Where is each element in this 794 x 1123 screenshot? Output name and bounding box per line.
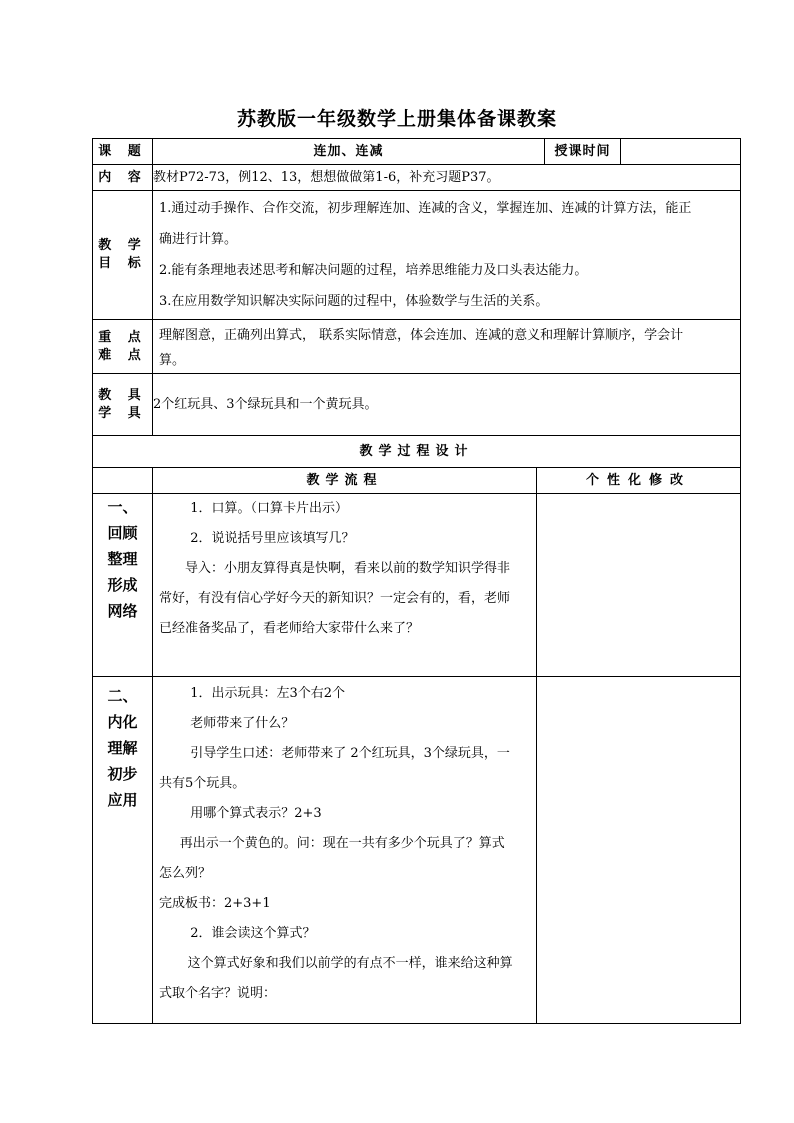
objectives-label <box>93 191 153 320</box>
flow-line: 完成板书：2+3+1 <box>159 896 271 911</box>
key-points-label-line: 难 点 <box>98 347 147 363</box>
key-points-line: 理解图意，正确列出算式， 联系实际情意，体会连加、连减的意义和理解计算顺序，学会计 <box>159 327 684 343</box>
section-label-line: 应用 <box>107 791 138 809</box>
flow-header: 教学流程 <box>153 468 537 494</box>
topic-label: 课 题 <box>93 139 153 165</box>
flow-line: 2．谁会读这个算式？ <box>190 926 316 941</box>
objective-line: 3.在应用数学知识解决实际问题的过程中，体验数学与生活的关系。 <box>159 294 549 309</box>
tools-value: 2个红玩具、3个绿玩具和一个黄玩具。 <box>153 374 741 436</box>
flow-line: 已经准备奖品了，看老师给大家带什么来了？ <box>159 621 420 636</box>
tools-row <box>93 374 741 436</box>
lesson-plan-table <box>92 138 741 1024</box>
section-row <box>93 677 741 1024</box>
section-label-line: 理解 <box>107 739 138 757</box>
content-label: 内 容 <box>93 165 153 191</box>
objective-line: 1.通过动手操作、合作交流，初步理解连加、连减的含义，掌握连加、连减的计算方法，能正 <box>159 201 692 216</box>
key-points-label <box>93 320 153 374</box>
flow-line: 老师带来了什么？ <box>190 716 295 731</box>
objective-line: 确进行计算。 <box>159 232 238 247</box>
section-row <box>93 494 741 677</box>
section-modify-cell <box>537 677 741 1024</box>
flow-line: 共有5个玩具。 <box>159 776 246 791</box>
flow-line: 1．口算。（口算卡片出示） <box>190 501 348 516</box>
section-label-line: 形成 <box>107 576 138 594</box>
section-modify-cell <box>537 494 741 677</box>
flow-line: 2．说说括号里应该填写几？ <box>190 531 355 546</box>
lesson-time-label: 授课时间 <box>545 139 621 165</box>
flow-line: 引导学生口述：老师带来了 2个红玩具，3个绿玩具，一 <box>190 746 510 761</box>
section-flow <box>153 494 537 677</box>
section-label-line: 回顾 <box>107 524 138 542</box>
content-row <box>93 165 741 191</box>
flow-line: 导入：小朋友算得真是快啊，看来以前的数学知识学得非 <box>185 561 511 576</box>
section-label <box>93 494 153 677</box>
document-title: 苏教版一年级数学上册集体备课教案 <box>236 108 557 130</box>
tools-label <box>93 374 153 436</box>
section-flow <box>153 677 537 1024</box>
key-points-cell <box>153 320 741 374</box>
objectives-label-line: 教 学 <box>98 238 147 254</box>
key-points-line: 算。 <box>159 352 186 368</box>
empty-header-cell <box>93 468 153 494</box>
flow-line: 再出示一个黄色的。问：现在一共有多少个玩具了？算式 <box>179 836 505 851</box>
key-points-row <box>93 320 741 374</box>
flow-line: 怎么列？ <box>159 866 212 881</box>
flow-line: 常好，有没有信心学好今天的新知识？一定会有的，看，老师 <box>159 591 511 606</box>
flow-line: 用哪个算式表示？2+3 <box>190 806 322 821</box>
section-label-line: 二、 <box>107 687 138 705</box>
process-title: 教学过程设计 <box>93 436 741 468</box>
objectives-label-line: 目 标 <box>98 256 147 271</box>
section-label-line: 一、 <box>107 498 138 516</box>
content-value: 教材P72-73，例12、13，想想做做第1-6，补充习题P37。 <box>153 165 741 191</box>
tools-label-line: 教 具 <box>98 387 147 403</box>
process-title-row <box>93 436 741 468</box>
topic-value: 连加、连减 <box>153 139 545 165</box>
lesson-time-value <box>621 139 741 165</box>
objectives-cell <box>153 191 741 320</box>
flow-line: 这个算式好象和我们以前学的有点不一样，谁来给这种算 <box>187 956 513 971</box>
objectives-row <box>93 191 741 320</box>
section-label-line: 网络 <box>107 602 138 620</box>
section-label <box>93 677 153 1024</box>
key-points-label-line: 重 点 <box>98 329 147 345</box>
section-label-line: 内化 <box>107 713 138 731</box>
flow-header-row <box>93 468 741 494</box>
objective-line: 2.能有条理地表述思考和解决问题的过程，培养思维能力及口头表达能力。 <box>159 263 588 278</box>
modify-header: 个性化修改 <box>537 468 741 494</box>
tools-label-line: 学 具 <box>98 405 147 421</box>
section-label-line: 整理 <box>107 550 138 568</box>
topic-row <box>93 139 741 165</box>
flow-line: 1．出示玩具：左3个右2个 <box>190 686 346 701</box>
section-label-line: 初步 <box>107 765 138 783</box>
flow-line: 式取个名字？说明： <box>159 986 277 1001</box>
